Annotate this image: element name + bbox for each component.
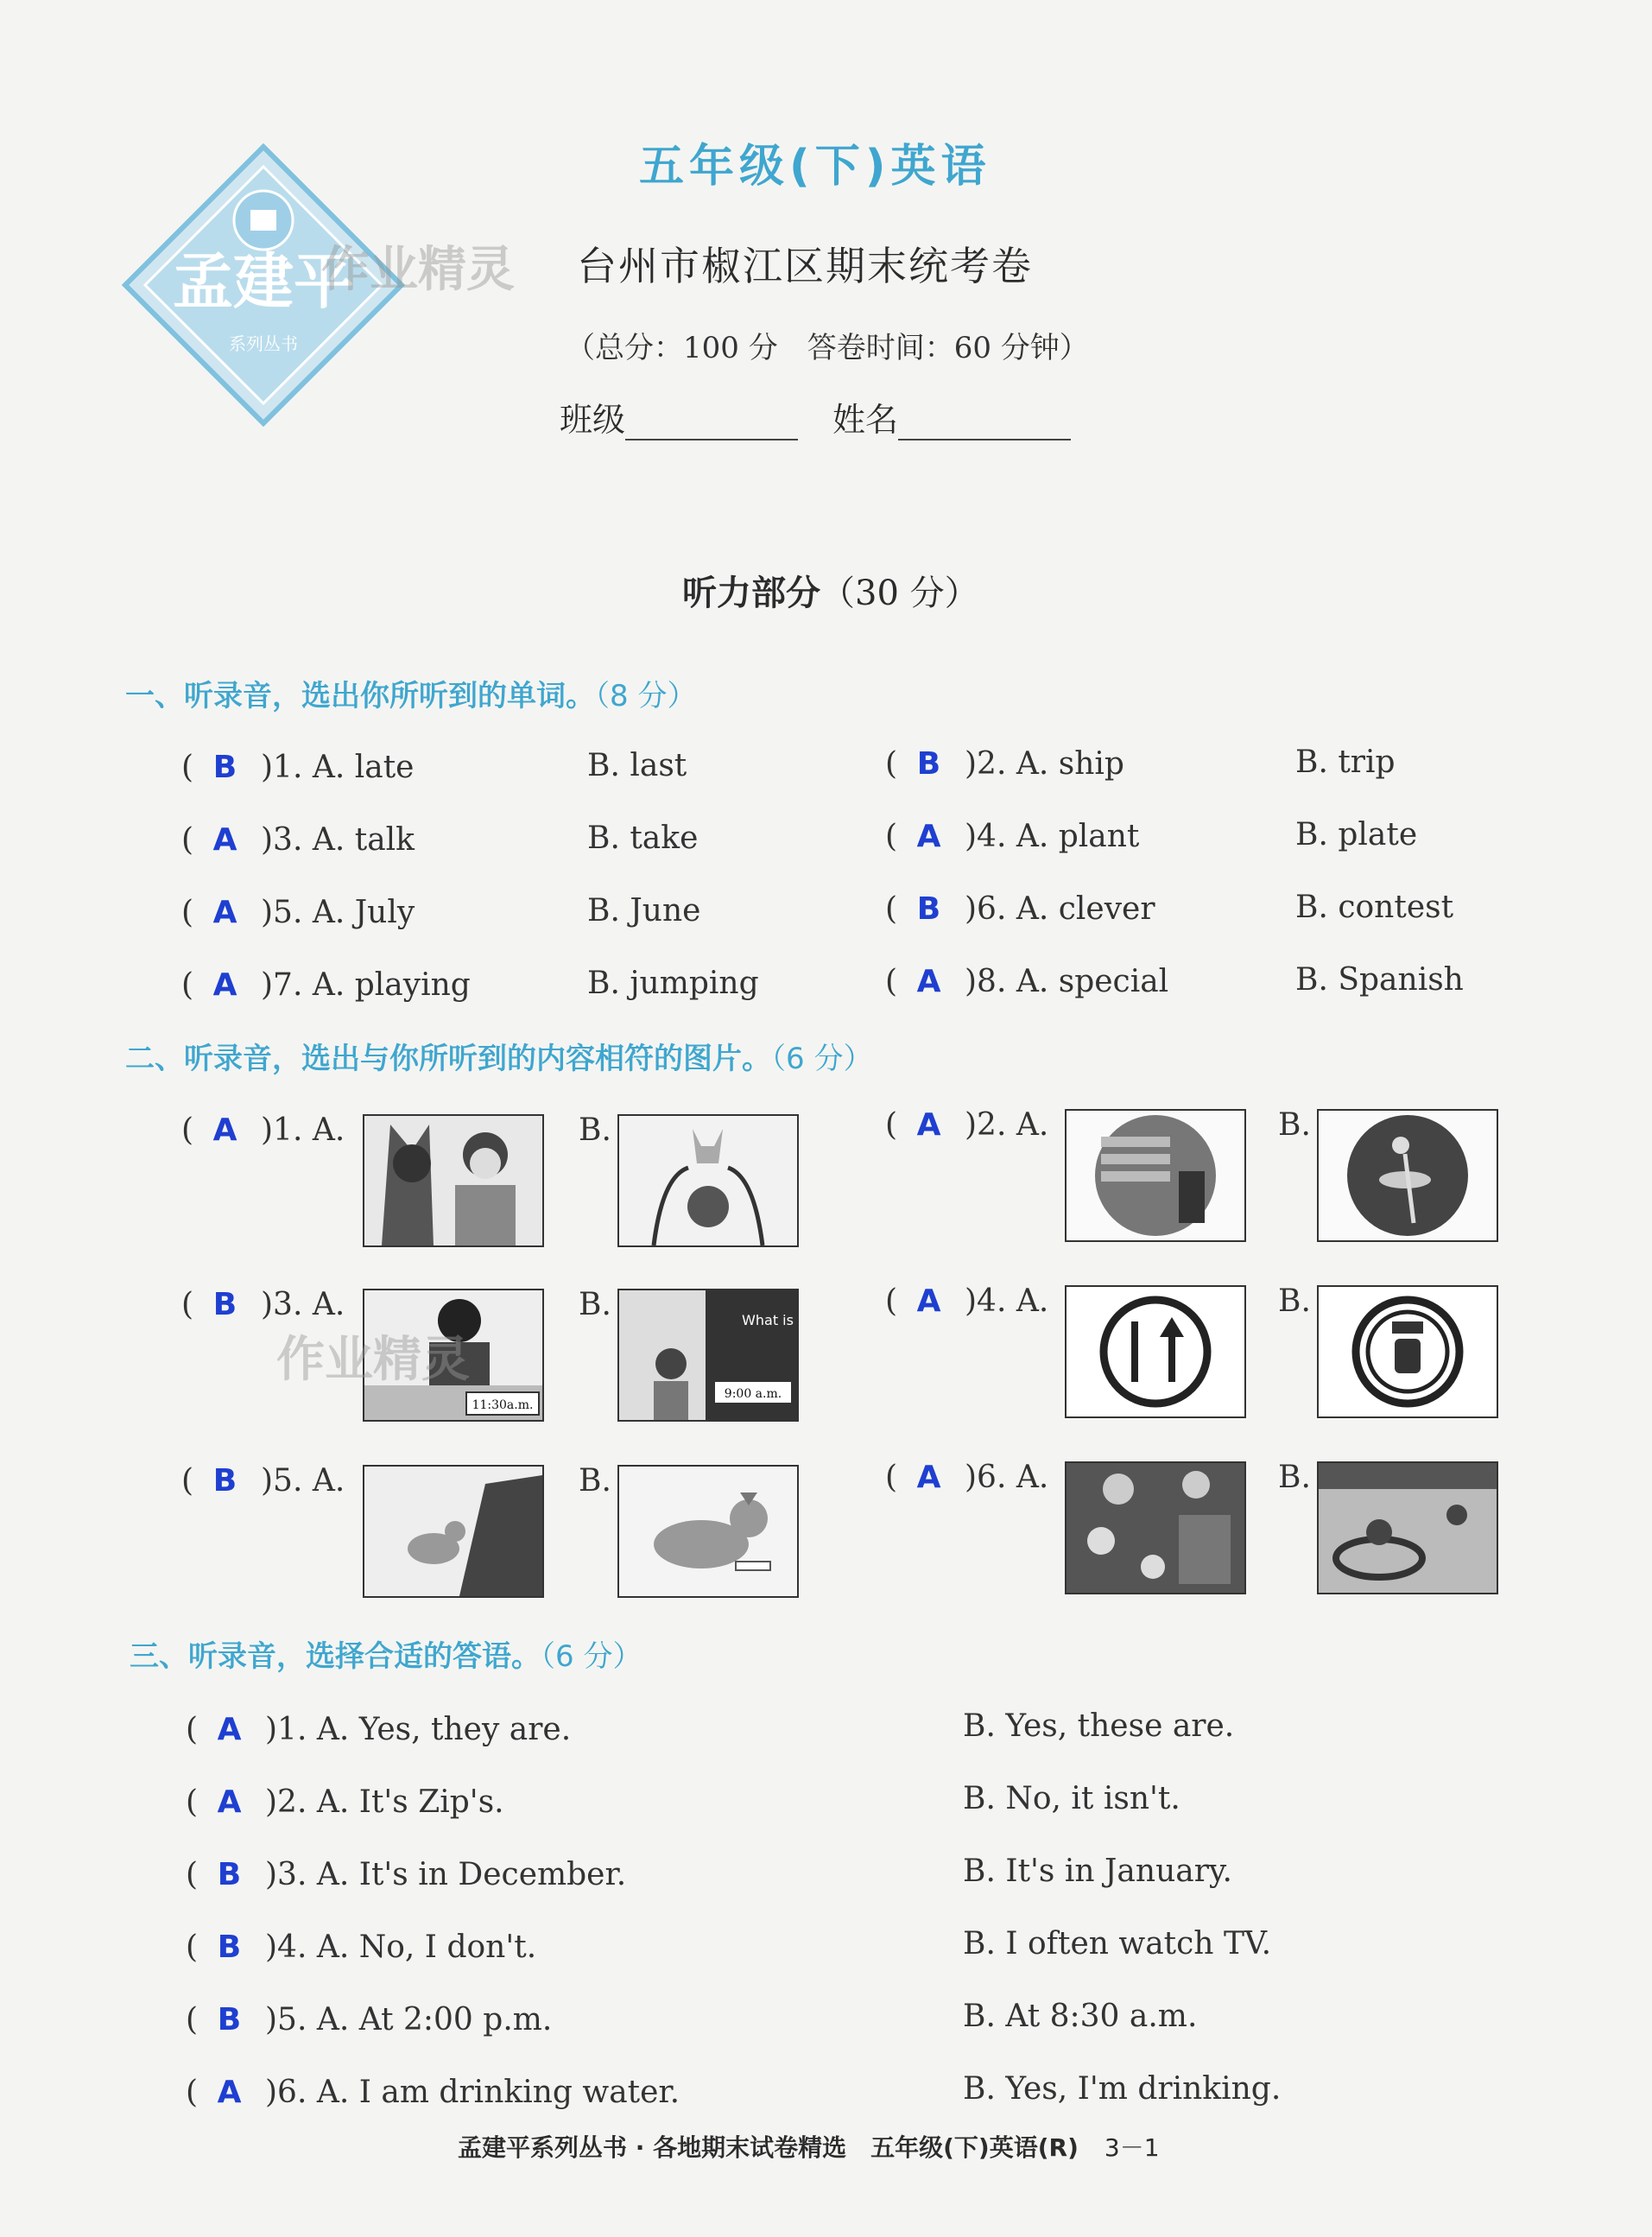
part2-q2-b: B. <box>1278 1107 1311 1143</box>
answer-mark: B <box>217 1930 242 1965</box>
class-label: 班级 <box>560 401 626 439</box>
class-field[interactable] <box>625 406 798 440</box>
picture-family-picking-apples[interactable] <box>1065 1461 1246 1594</box>
part3-title: 三、听录音，选择合适的答语。（6 分） <box>130 1639 642 1674</box>
part3-q4: ( B )4. A. No, I don't. <box>186 1930 537 1965</box>
answer-mark: B <box>212 1463 237 1499</box>
picture-boy-with-small-dog[interactable] <box>617 1114 799 1247</box>
part1-q4-b: B. plate <box>1295 817 1418 852</box>
part2-q4-b: B. <box>1278 1283 1311 1319</box>
picture-two-way-traffic-sign[interactable] <box>1065 1285 1246 1418</box>
part3-q3: ( B )3. A. It's in December. <box>186 1857 627 1892</box>
answer-mark: A <box>212 822 237 858</box>
picture-ballet-dancer[interactable] <box>1317 1109 1498 1242</box>
answer-mark: A <box>916 1460 941 1495</box>
svg-text:系列丛书: 系列丛书 <box>229 333 298 354</box>
part3-q6: ( A )6. A. I am drinking water. <box>186 2075 680 2110</box>
picture-dog-with-bone[interactable] <box>617 1465 799 1598</box>
answer-mark: A <box>916 1107 941 1143</box>
answer-mark: A <box>212 967 237 1003</box>
exam-subtitle: 台州市椒江区期末统考卷 <box>577 243 1033 289</box>
part2-q3: ( B )3. A. <box>181 1287 345 1322</box>
part2-q1: ( A )1. A. <box>181 1112 345 1148</box>
part1-q1-b: B. last <box>587 748 687 783</box>
part1-q1: ( B )1. A. late <box>181 750 415 785</box>
watermark-top: 作业精灵 <box>321 242 515 298</box>
answer-mark: A <box>212 1112 237 1148</box>
part1-q3: ( A )3. A. talk <box>181 822 415 858</box>
answer-mark: A <box>217 1712 242 1747</box>
answer-mark: A <box>217 2075 242 2110</box>
answer-mark: A <box>217 1784 242 1820</box>
part2-q5-b: B. <box>579 1463 611 1499</box>
answer-mark: B <box>217 1857 242 1892</box>
part3-q2: ( A )2. A. It's Zip's. <box>186 1784 504 1820</box>
part3-q1-b: B. Yes, these are. <box>963 1708 1235 1744</box>
part1-q7: ( A )7. A. playing <box>181 967 471 1003</box>
part1-q2: ( B )2. A. ship <box>885 746 1124 782</box>
svg-text:9:00 a.m.: 9:00 a.m. <box>724 1387 782 1401</box>
answer-mark: A <box>212 895 237 930</box>
student-info-line <box>560 393 1105 440</box>
part2-title: 二、听录音，选出与你所听到的内容相符的图片。（6 分） <box>125 1042 873 1076</box>
part2-q2: ( A )2. A. <box>885 1107 1049 1143</box>
picture-classroom-lesson[interactable] <box>617 1289 799 1422</box>
part1-q5-b: B. June <box>587 893 701 928</box>
answer-mark: B <box>212 1287 237 1322</box>
svg-text:11:30a.m.: 11:30a.m. <box>472 1398 534 1412</box>
answer-mark: A <box>916 1283 941 1319</box>
score-info: （总分：100 分 答卷时间：60 分钟） <box>566 331 1089 365</box>
picture-children-swimming[interactable] <box>1317 1461 1498 1594</box>
part1-q7-b: B. jumping <box>587 966 759 1001</box>
answer-mark: B <box>217 2002 242 2037</box>
part3-q1: ( A )1. A. Yes, they are. <box>186 1712 572 1747</box>
part2-q4: ( A )4. A. <box>885 1283 1049 1319</box>
part3-q4-b: B. I often watch TV. <box>963 1926 1272 1961</box>
part3-q5-b: B. At 8:30 a.m. <box>963 1999 1198 2034</box>
part2-q1-b: B. <box>579 1112 611 1148</box>
part3-q6-b: B. Yes, I'm drinking. <box>963 2071 1282 2107</box>
part1-title: 一、听录音，选出你所听到的单词。（8 分） <box>125 679 697 713</box>
part1-q8: ( A )8. A. special <box>885 964 1169 999</box>
watermark-middle: 作业精灵 <box>276 1332 470 1388</box>
part1-q3-b: B. take <box>587 821 699 856</box>
part2-q6: ( A )6. A. <box>885 1460 1049 1495</box>
part1-q5: ( A )5. A. July <box>181 895 415 930</box>
picture-library-shelves[interactable] <box>1065 1109 1246 1242</box>
part2-q3-b: B. <box>579 1287 611 1322</box>
part3-q2-b: B. No, it isn't. <box>963 1781 1180 1816</box>
part1-q6: ( B )6. A. clever <box>885 891 1155 927</box>
svg-text:孟建平: 孟建平 <box>173 246 354 317</box>
part2-q6-b: B. <box>1278 1460 1311 1495</box>
answer-mark: B <box>916 891 941 927</box>
part3-q5: ( B )5. A. At 2:00 p.m. <box>186 2002 553 2037</box>
answer-mark: A <box>916 819 941 854</box>
part1-q6-b: B. contest <box>1295 890 1454 925</box>
part1-q8-b: B. Spanish <box>1295 962 1464 998</box>
page-footer: 孟建平系列丛书 · 各地期末试卷精选 五年级(下)英语(R) 3－1 <box>458 2133 1160 2162</box>
page-number: 3－1 <box>1104 2133 1160 2162</box>
name-field[interactable] <box>898 406 1071 440</box>
svg-text:What is: What is <box>742 1312 794 1328</box>
answer-mark: B <box>212 750 237 785</box>
answer-mark: A <box>916 964 941 999</box>
page-title: 五年级(下)英语 <box>639 141 991 193</box>
part3-q3-b: B. It's in January. <box>963 1854 1232 1889</box>
listening-heading: 听力部分（30 分） <box>682 573 979 613</box>
part1-q2-b: B. trip <box>1295 745 1396 780</box>
picture-boy-with-big-dog[interactable] <box>363 1114 544 1247</box>
answer-mark: B <box>916 746 941 782</box>
picture-no-swimming-sign[interactable] <box>1317 1285 1498 1418</box>
name-label: 姓名 <box>832 401 899 439</box>
part2-q5: ( B )5. A. <box>181 1463 345 1499</box>
part1-q4: ( A )4. A. plant <box>885 819 1140 854</box>
picture-cat-climbing[interactable] <box>363 1465 544 1598</box>
